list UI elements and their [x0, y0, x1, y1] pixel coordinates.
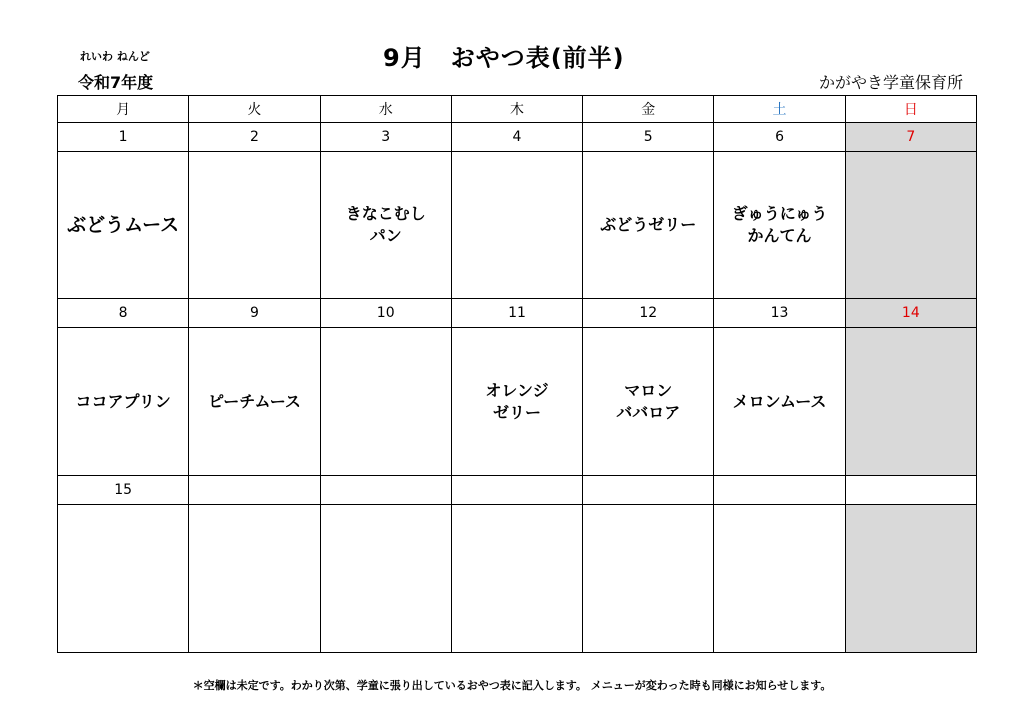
date-cell: 10 [320, 299, 451, 328]
date-cell: 11 [451, 299, 582, 328]
snack-text: ぶどうムース [67, 214, 180, 236]
snack-cell-sunday [845, 152, 976, 299]
weekday-header-row [58, 96, 977, 123]
snack-text: メロンムース [732, 391, 827, 411]
facility-name: かがやき学童保育所 [818, 73, 963, 92]
weekday-fri: 金 [583, 96, 714, 123]
date-cell: 13 [714, 299, 845, 328]
date-cell-sunday: 14 [845, 299, 976, 328]
snack-cell [320, 505, 451, 653]
snack-text: ココアプリン [75, 391, 171, 411]
weekday-wed: 水 [320, 96, 451, 123]
snack-text: マロン [624, 380, 673, 400]
weekday-sun: 日 [845, 96, 976, 123]
footer-note: ＊空欄は未定です。わかり次第、学童に張り出しているおやつ表に記入します。 メニューが変わった時も同様にお知らせします。 [192, 679, 832, 692]
snack-row [58, 505, 977, 653]
weekday-mon: 月 [58, 96, 189, 123]
weekday-tue: 火 [189, 96, 320, 123]
page-title: 9月 おやつ表(前半) [383, 44, 625, 72]
date-row [58, 476, 977, 505]
snack-cell [583, 152, 714, 299]
snack-text: ピーチムース [207, 391, 301, 411]
snack-cell [189, 505, 320, 653]
date-cell: 8 [58, 299, 189, 328]
snack-cell [583, 328, 714, 476]
snack-cell-sunday [845, 328, 976, 476]
snack-text: ぎゅうにゅう [731, 204, 828, 223]
era-furigana: れいわ ねんど [80, 50, 150, 63]
snack-cell [451, 505, 582, 653]
snack-cell [583, 505, 714, 653]
snack-row [58, 152, 977, 299]
snack-cell [58, 328, 189, 476]
snack-cell [58, 152, 189, 299]
snack-cell [58, 505, 189, 653]
snack-cell [451, 328, 582, 476]
date-cell: 6 [714, 123, 845, 152]
date-row [58, 123, 977, 152]
date-row [58, 299, 977, 328]
date-cell: 15 [58, 476, 189, 505]
snack-text: かんてん [747, 226, 812, 245]
date-cell: 2 [189, 123, 320, 152]
date-cell: 9 [189, 299, 320, 328]
snack-text: オレンジ [485, 380, 549, 400]
snack-cell-sunday [845, 505, 976, 653]
snack-cell [320, 328, 451, 476]
date-cell-sunday: 7 [845, 123, 976, 152]
date-cell: 3 [320, 123, 451, 152]
date-cell [714, 476, 845, 505]
snack-cell [451, 152, 582, 299]
date-cell [845, 476, 976, 505]
snack-row [58, 328, 977, 476]
date-cell: 4 [451, 123, 582, 152]
snack-calendar [57, 95, 977, 653]
snack-cell [714, 505, 845, 653]
era-year: 令和7年度 [78, 73, 154, 92]
snack-text: ババロア [616, 402, 681, 422]
date-cell [451, 476, 582, 505]
snack-cell [714, 152, 845, 299]
date-cell [189, 476, 320, 505]
snack-cell [189, 328, 320, 476]
snack-text: パン [369, 226, 402, 245]
weekday-sat: 土 [714, 96, 845, 123]
weekday-thu: 木 [451, 96, 582, 123]
date-cell [583, 476, 714, 505]
snack-text: ぶどうゼリー [600, 215, 697, 234]
date-cell: 12 [583, 299, 714, 328]
date-cell: 1 [58, 123, 189, 152]
date-cell: 5 [583, 123, 714, 152]
snack-cell [320, 152, 451, 299]
snack-cell [189, 152, 320, 299]
snack-cell [714, 328, 845, 476]
snack-text: ゼリー [492, 402, 541, 422]
date-cell [320, 476, 451, 505]
snack-text: きなこむし [345, 204, 426, 223]
